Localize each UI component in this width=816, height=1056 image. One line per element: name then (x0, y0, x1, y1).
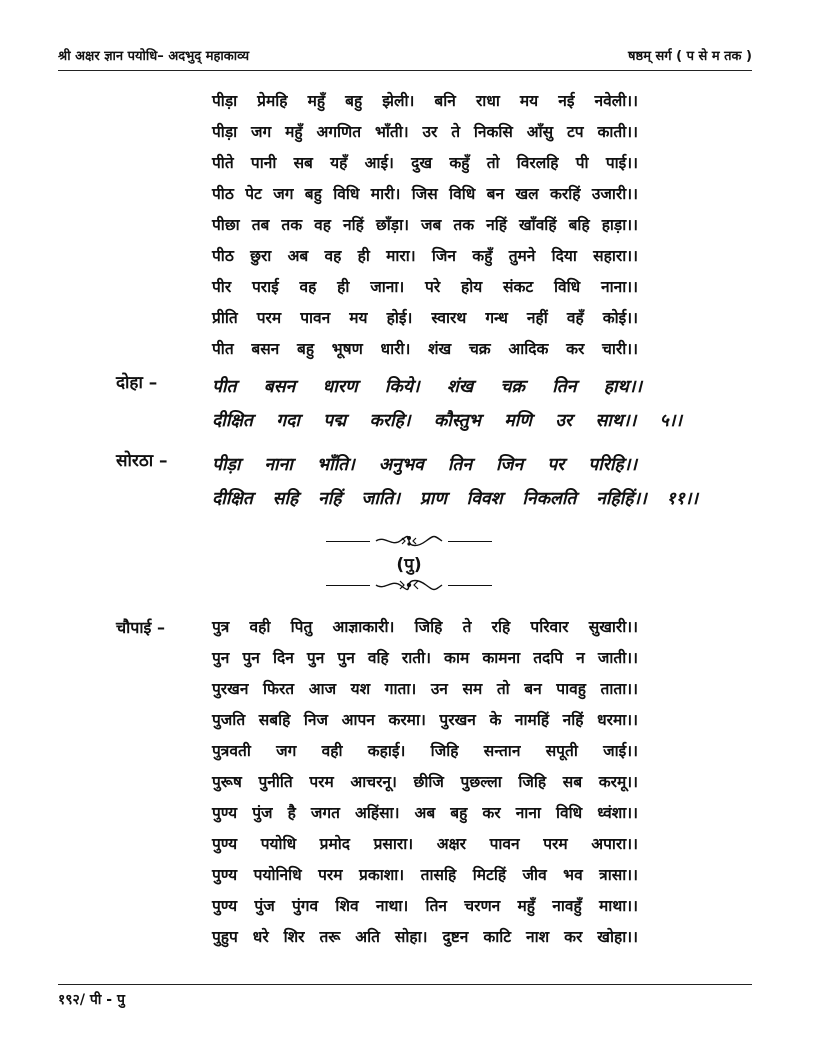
header-divider (58, 70, 752, 71)
soratha-line: पीड़ा नाना भाँति। अनुभव तिन जिन पर परिहि।। (212, 455, 637, 475)
soratha-block (116, 448, 716, 518)
verse-line: पीर पराई वह ही जाना। परे होय संकट विधि नाना।। (212, 278, 638, 296)
ornament-divider-top (326, 534, 492, 548)
verse-line: पुजति सबहि निज आपन करमा। पुरखन के नामहिं नहिं धरमा।। (212, 711, 638, 729)
soratha-label: सोरठा – (116, 451, 168, 471)
verse-block-top (212, 86, 652, 365)
page-header (58, 40, 752, 70)
verse-line: पुत्र वही पितु आज्ञाकारी। जिहि ते रहि परिवार सुखारी।। (212, 618, 638, 636)
doha-block (116, 370, 716, 440)
verse-line: पुत्रवती जग वही कहाई। जिहि सन्तान सपूती जाई।। (212, 742, 638, 760)
verse-line: पीठ पेट जग बहु विधि मारी। जिस विधि बन खल करहिं उजारी।। (212, 185, 638, 203)
doha-line: पीत बसन धारण किये। शंख चक्र तिन हाथ।। (212, 377, 642, 397)
verse-line: पीते पानी सब यहँ आई। दुख कहुँ तो विरलहि पी पाई।। (212, 154, 638, 172)
book-title: श्री अक्षर ज्ञान पयोधि– अदभुद् महाकाव्य (58, 49, 250, 64)
verse-line: पुण्य पुंज है जगत अहिंसा। अब बहु कर नाना विधि ध्वंशा।। (212, 804, 638, 822)
chaupai-block (212, 612, 652, 953)
footer-divider (58, 984, 752, 985)
verse-line: पुन पुन दिन पुन पुन वहि राती। काम कामना तदपि न जाती।। (212, 649, 638, 667)
chapter-title: षष्ठम् सर्ग ( प से म तक ) (628, 49, 752, 64)
doha-label: दोहा – (116, 373, 158, 393)
verse-line: पुण्य पयोनिधि परम प्रकाशा। तासहि मिटहिं जीव भव त्रासा।। (212, 866, 638, 884)
doha-line: दीक्षित गदा पद्म करहि। कौस्तुभ मणि उर साथ।। ५।। (212, 411, 682, 431)
flourish-ornament-icon (370, 578, 448, 592)
verse-line: पीड़ा प्रेमहि महुँ बहु झेली। बनि राधा मय नई नवेली।। (212, 92, 638, 110)
verse-line: पुण्य पयोधि प्रमोद प्रसारा। अक्षर पावन परम अपारा।। (212, 835, 638, 853)
verse-line: पुहुप धरे शिर तरू अति सोहा। दुष्टन काटि नाश कर खोहा।। (212, 928, 638, 946)
verse-line: पुरखन फिरत आज यश गाता। उन सम तो बन पावहु ताता।। (212, 680, 638, 698)
ornament-divider-bottom (326, 578, 492, 592)
verse-line: पीछा तब तक वह नहिं छाँड़ा। जब तक नहिं खाँवहिं बहि हाड़ा।। (212, 216, 638, 234)
verse-line: पुण्य पुंज पुंगव शिव नाथा। तिन चरणन महुँ नावहुँ माथा।। (212, 897, 638, 915)
section-letter: (पु) (396, 555, 422, 575)
page-number: १९२/ पी - पु (58, 992, 125, 1008)
verse-line: प्रीति परम पावन मय होई। स्वारथ गन्ध नहीं वहँ कोई।। (212, 309, 638, 327)
chaupai-label: चौपाई – (116, 618, 165, 637)
soratha-line: दीक्षित सहि नहिं जाति। प्राण विवश निकलति नहिहिं।। ११।। (212, 489, 698, 509)
verse-line: पीठ छुरा अब वह ही मारा। जिन कहुँ तुमने दिया सहारा।। (212, 247, 638, 265)
flourish-ornament-icon (370, 534, 448, 548)
verse-line: पीड़ा जग महुँ अगणित भाँती। उर ते निकसि आँसु टप काती।। (212, 123, 638, 141)
verse-line: पीत बसन बहु भूषण धारी। शंख चक्र आदिक कर चारी।। (212, 340, 638, 358)
verse-line: पुरूष पुनीति परम आचरनू। छीजि पुछल्ला जिहि सब करमू।। (212, 773, 638, 791)
